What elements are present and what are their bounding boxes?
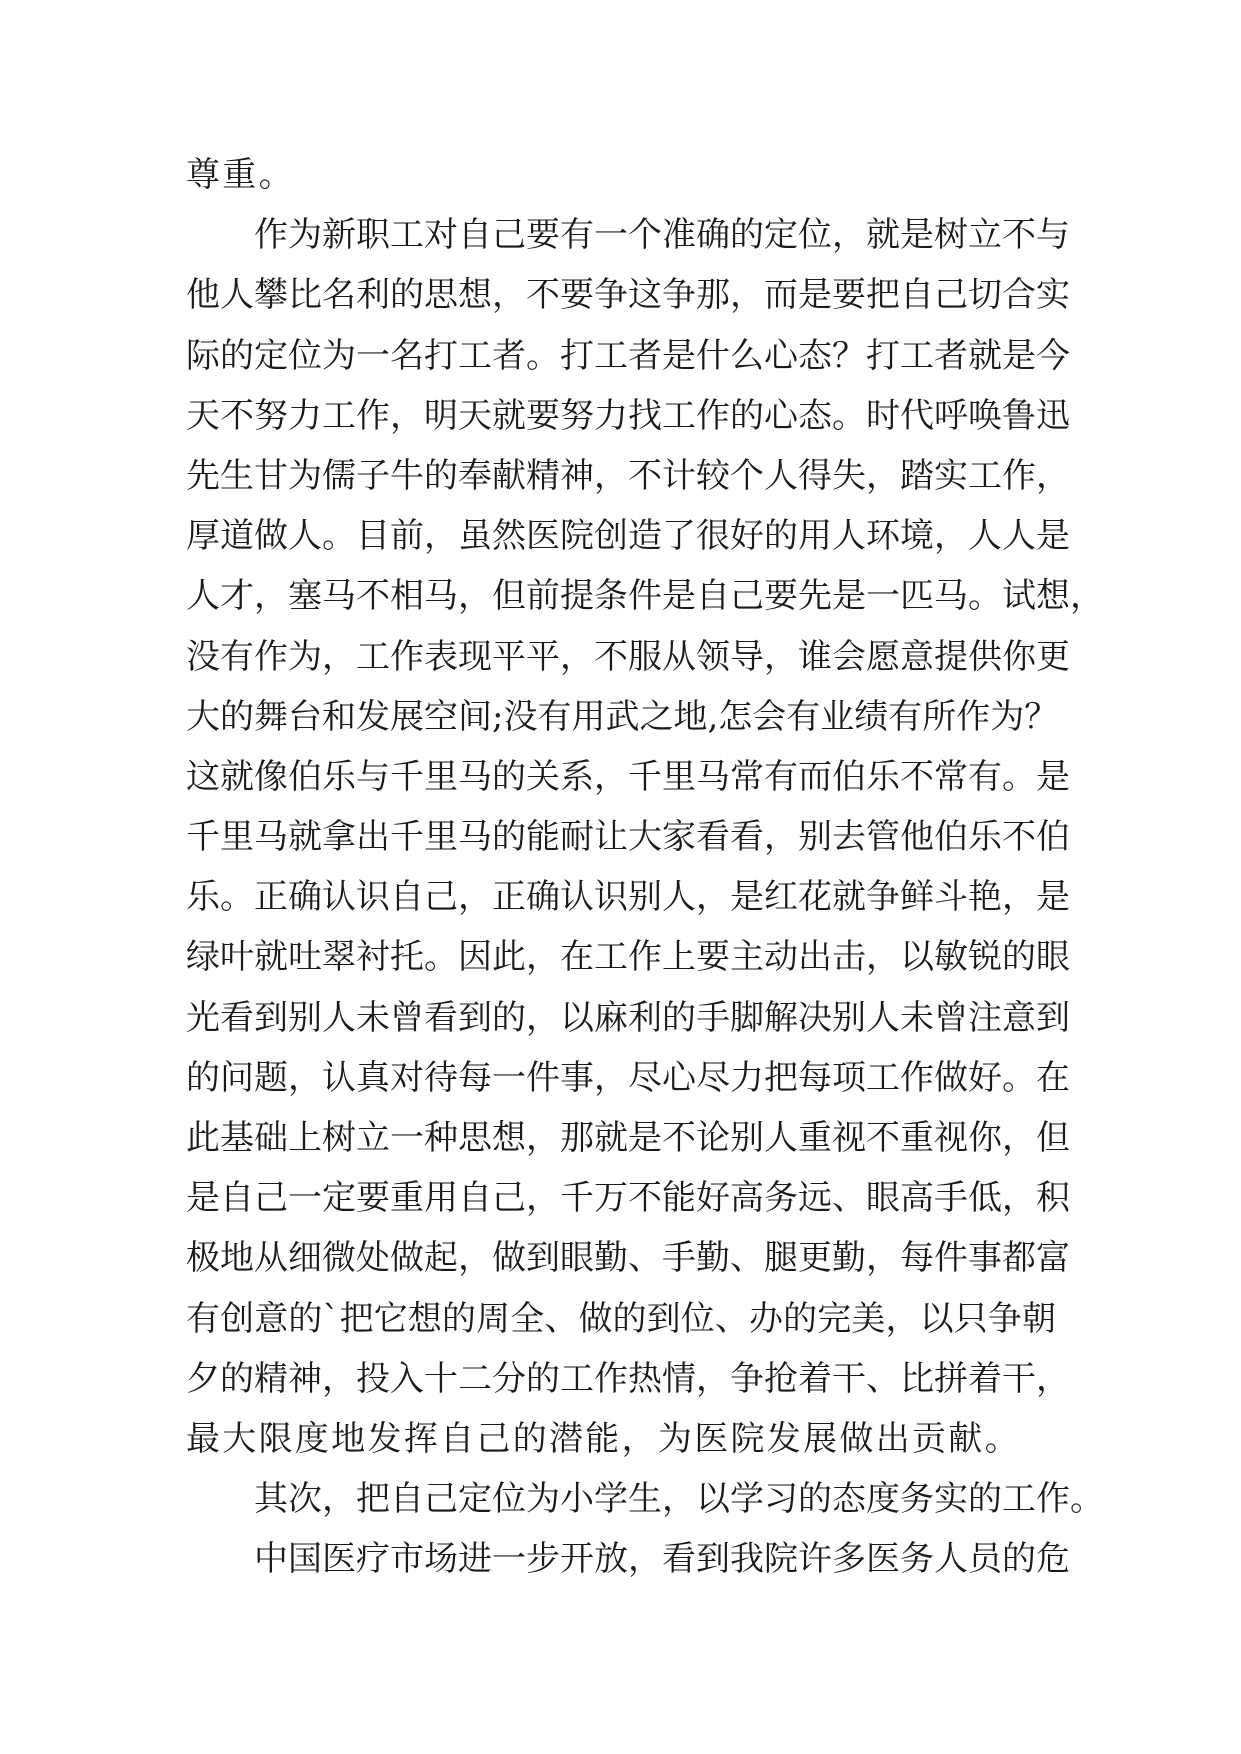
text-line: 际的定位为一名打工者。打工者是什么心态？打工者就是今 [186, 335, 1070, 376]
text-line: 此基础上树立一种思想，那就是不论别人重视不重视你，但 [186, 1118, 1070, 1158]
body-text [186, 145, 1104, 1590]
text-line: 有创意的`把它想的周全、做的到位、办的完美，以只争朝 [186, 1298, 1056, 1339]
text-line: 先生甘为儒子牛的奉献精神，不计较个人得失，踏实工作， [186, 455, 1070, 496]
text-line: 夕的精神，投入十二分的工作热情，争抢着干、比拼着干， [186, 1358, 1070, 1399]
text-line: 极地从细微处做起，做到眼勤、手勤、腿更勤，每件事都富 [186, 1238, 1070, 1279]
text-line: 天不努力工作，明天就要努力找工作的心态。时代呼唤鲁迅 [186, 395, 1070, 436]
text-line: 厚道做人。目前，虽然医院创造了很好的用人环境，人人是 [186, 516, 1070, 557]
text-line: 这就像伯乐与千里马的关系，千里马常有而伯乐不常有。是 [186, 756, 1070, 797]
text-line: 其次，把自己定位为小学生，以学习的态度务实的工作。 [254, 1479, 1104, 1520]
text-line: 绿叶就吐翠衬托。因此，在工作上要主动出击，以敏锐的眼 [186, 937, 1070, 978]
text-line: 大的舞台和发展空间;没有用武之地,怎会有业绩有所作为？ [186, 696, 1059, 737]
text-line: 人才，塞马不相马，但前提条件是自己要先是一匹马。试想， [186, 576, 1104, 617]
text-line: 是自己一定要重用自己，千万不能好高务远、眼高手低，积 [186, 1178, 1070, 1219]
text-line: 作为新职工对自己要有一个准确的定位，就是树立不与 [254, 215, 1070, 256]
text-line: 乐。正确认识自己，正确认识别人，是红花就争鲜斗艳，是 [186, 877, 1070, 918]
text-line: 没有作为，工作表现平平，不服从领导，谁会愿意提供你更 [186, 636, 1070, 677]
text-line: 的问题，认真对待每一件事，尽心尽力把每项工作做好。在 [186, 1057, 1070, 1098]
text-line: 千里马就拿出千里马的能耐让大家看看，别去管他伯乐不伯 [186, 817, 1070, 858]
text-line: 尊重。 [186, 155, 295, 195]
text-line: 他人攀比名利的思想，不要争这争那，而是要把自己切合实 [186, 275, 1070, 316]
text-line: 光看到别人未曾看到的，以麻利的手脚解决别人未曾注意到 [186, 997, 1070, 1038]
text-line: 最大限度地发挥自己的潜能，为医院发展做出贡献。 [186, 1418, 1021, 1459]
text-line: 中国医疗市场进一步开放，看到我院许多医务人员的危 [254, 1539, 1070, 1580]
